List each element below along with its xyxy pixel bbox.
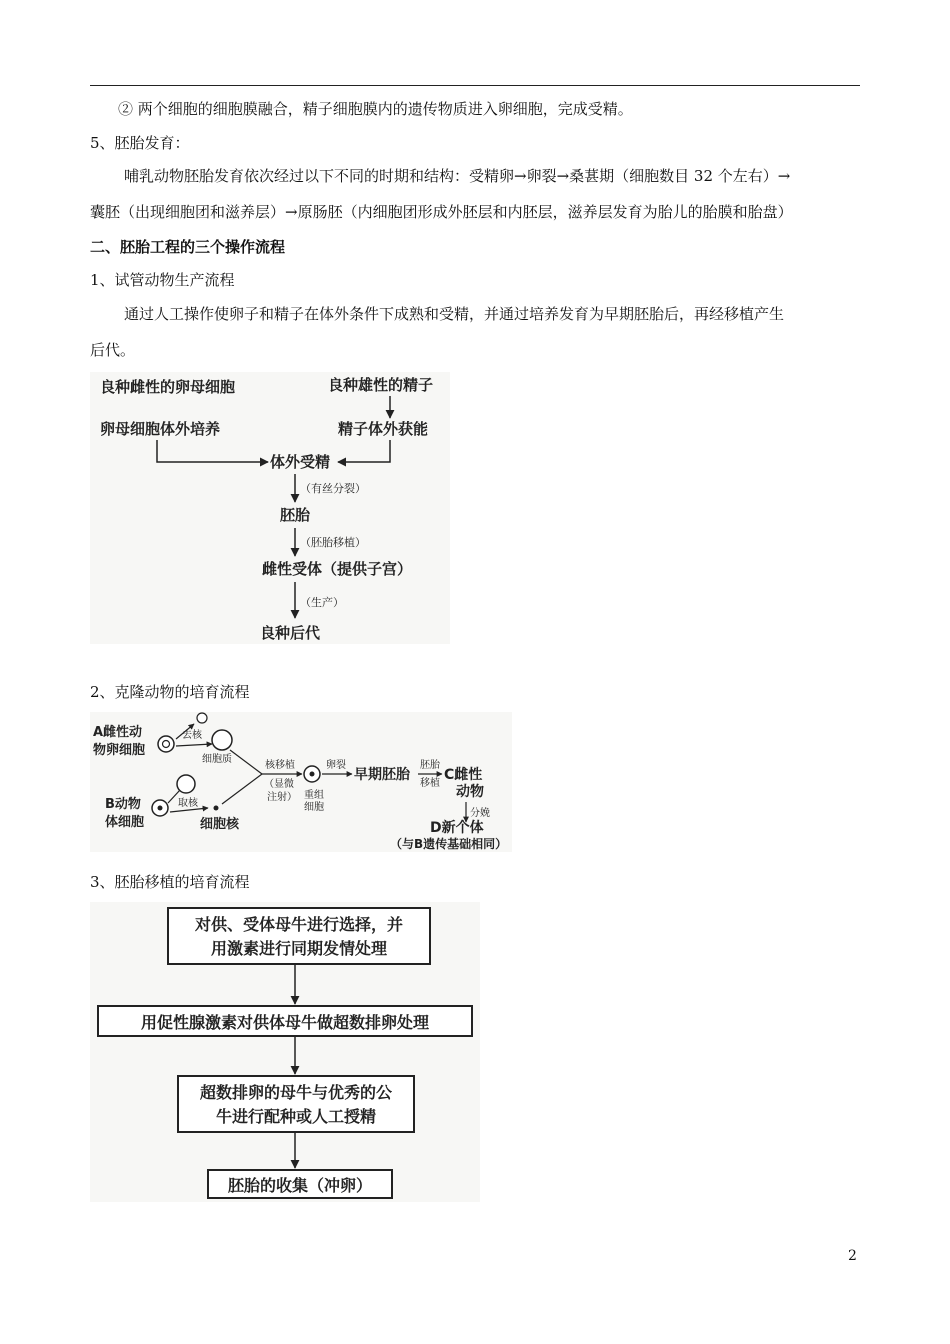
sperm-capacitation-label: 精子体外获能 <box>338 420 429 438</box>
microinjection-line1: （显微 <box>264 779 294 790</box>
step1-line2: 用激素进行同期发情处理 <box>210 939 388 958</box>
surrogate-c-line2: 动物 <box>456 784 484 800</box>
page-number: 2 <box>848 1248 857 1264</box>
paragraph-test-tube-line2: 后代。 <box>90 341 136 359</box>
egg-culture-label: 卵母细胞体外培养 <box>100 420 221 438</box>
cell-outline-icon <box>177 775 195 793</box>
subheading-test-tube-animal: 1、试管动物生产流程 <box>90 271 235 289</box>
paragraph-development-line1: 哺乳动物胚胎发育依次经过以下不同的时期和结构：受精卵→卵裂→桑葚期（细胞数目 32 个左右）→ <box>124 167 791 185</box>
nucleus-label: 细胞核 <box>200 817 240 832</box>
donor-a-line1: A雌性动 <box>93 725 143 740</box>
step3-line1: 超数排卵的母牛与优秀的公 <box>199 1083 393 1102</box>
delivery-label: 分娩 <box>470 808 490 819</box>
fertilization-step-text: ② 两个细胞的细胞膜融合，精子细胞膜内的遗传物质进入卵细胞，完成受精。 <box>118 100 633 118</box>
sperm-source-label: 良种雄性的精子 <box>328 376 434 394</box>
step2-label: 用促性腺激素对供体母牛做超数排卵处理 <box>140 1013 430 1032</box>
subheading-embryo-transfer: 3、胚胎移植的培育流程 <box>90 873 250 891</box>
nuclear-transfer-label: 核移植 <box>265 760 295 771</box>
mitosis-note: （有丝分裂） <box>300 482 366 495</box>
donor-b-line1: B动物 <box>105 797 141 812</box>
birth-note: （生产） <box>300 596 344 609</box>
embryo-transfer-flow-diagram <box>90 902 480 1202</box>
heading-embryo-development: 5、胚胎发育： <box>90 134 190 152</box>
cleavage-label: 卵裂 <box>326 760 346 771</box>
egg-cell-icon <box>158 736 174 752</box>
new-individual-label: D新个体 <box>430 820 484 836</box>
embryo-transfer-line1: 胚胎 <box>420 760 440 771</box>
step1-line1: 对供、受体母牛进行选择，并 <box>194 915 404 934</box>
embryo-transfer-line2: 移植 <box>420 778 440 789</box>
subheading-clone-animal: 2、克隆动物的培育流程 <box>90 683 250 701</box>
recipient-label: 雌性受体（提供子宫） <box>262 560 413 578</box>
removed-nucleus-icon <box>197 713 207 723</box>
egg-source-label: 良种雌性的卵母细胞 <box>100 378 236 396</box>
step4-label: 胚胎的收集（冲卵） <box>227 1176 373 1195</box>
donor-a-line2: 物卵细胞 <box>93 743 146 758</box>
remove-nucleus-label: 去核 <box>182 730 202 741</box>
reconstructed-line2: 细胞 <box>304 802 324 813</box>
take-nucleus-label: 取核 <box>178 798 198 809</box>
clone-flow-diagram <box>90 712 512 852</box>
header-rule <box>90 85 860 86</box>
offspring-label: 良种后代 <box>260 624 321 642</box>
arrow-sperm-to-fertilization <box>338 440 390 462</box>
cytoplasm-label: 细胞质 <box>202 754 232 765</box>
embryo-transfer-note: （胚胎移植） <box>300 536 366 549</box>
early-embryo-label: 早期胚胎 <box>354 767 410 783</box>
nucleus-icon <box>214 806 219 811</box>
paragraph-development-line2: 囊胚（出现细胞团和滋养层）→原肠胚（内细胞团形成外胚层和内胚层，滋养层发育为胎儿的胎膜和胎盘） <box>90 203 793 221</box>
donor-b-line2: 体细胞 <box>105 815 145 830</box>
reconstructed-line1: 重组 <box>304 790 324 801</box>
genetic-note: （与B遗传基础相同） <box>390 837 508 851</box>
fertilization-label: 体外受精 <box>270 453 331 471</box>
arrow-egg-to-fertilization <box>157 440 268 462</box>
embryo-label: 胚胎 <box>280 506 311 524</box>
section-heading-embryo-engineering: 二、胚胎工程的三个操作流程 <box>90 238 286 256</box>
enucleated-egg-icon <box>212 730 232 750</box>
surrogate-c-line1: C雌性 <box>444 767 483 783</box>
paragraph-test-tube-line1: 通过人工操作使卵子和精子在体外条件下成熟和受精，并通过培养发育为早期胚胎后，再经移植产生 <box>124 305 785 323</box>
microinjection-line2: 注射） <box>267 792 297 803</box>
test-tube-flow-diagram <box>90 372 450 644</box>
step3-line2: 牛进行配种或人工授精 <box>215 1107 377 1126</box>
